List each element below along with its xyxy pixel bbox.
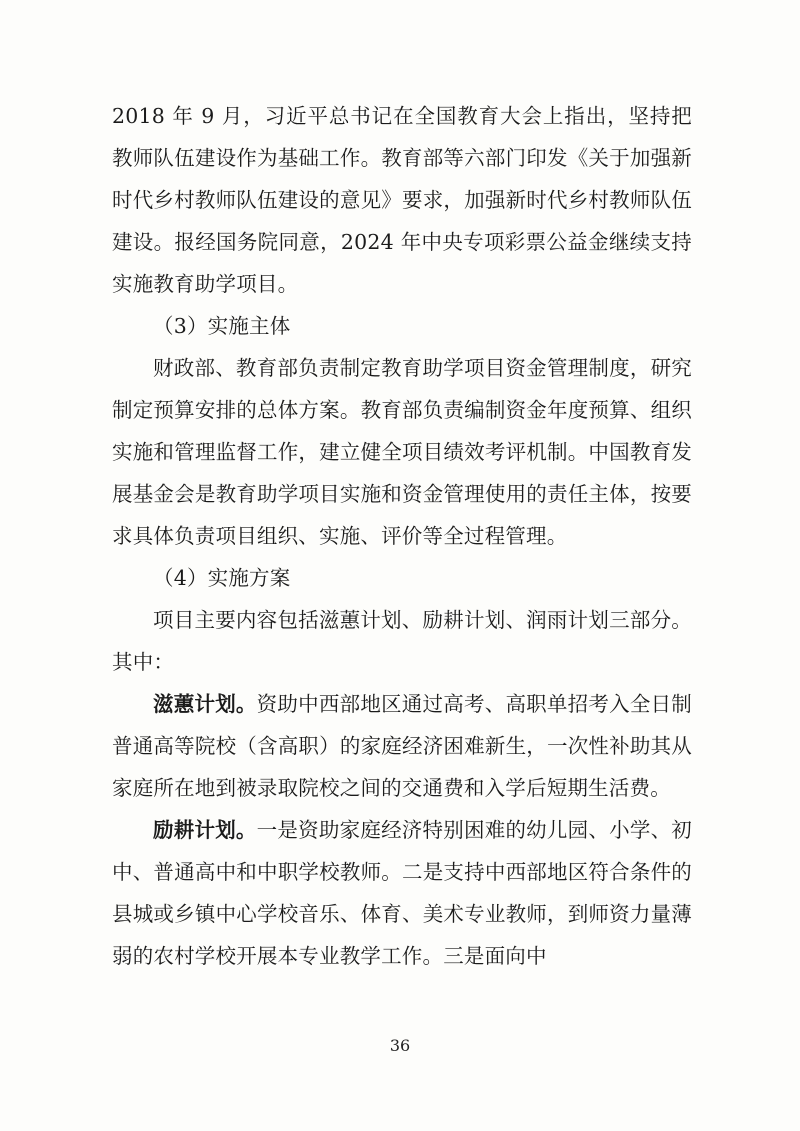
paragraph: 项目主要内容包括滋蕙计划、励耕计划、润雨计划三部分。其中： (112, 608, 692, 674)
paragraph-text: 一是资助家庭经济特别困难的幼儿园、小学、初中、普通高中和中职学校教师。二是支持中西部地区符合条件的县城或乡镇中心学校音乐、体育、美术专业教师，到师资力量薄弱的农村学校开展本专业教学工作。三是面向中 (112, 818, 693, 968)
paragraph: 财政部、教育部负责制定教育助学项目资金管理制度，研究制定预算安排的总体方案。教育部负责编制资金年度预算、组织实施和管理监督工作，建立健全项目绩效考评机制。中国教育发展基金会是教育助学项目实施和资金管理使用的责任主体，按要求具体负责项目组织、实施、评价等全过程管理。 (112, 356, 692, 548)
paragraph-lead-label: 励耕计划。 (153, 818, 257, 842)
paragraph-text: 资助中西部地区通过高考、高职单招考入全日制普通高等院校（含高职）的家庭经济困难新生，一次性补助其从家庭所在地到被录取院校之间的交通费和入学后短期生活费。 (112, 692, 693, 800)
paragraph-heading: （3）实施主体 (153, 314, 291, 338)
paragraph: 2018 年 9 月，习近平总书记在全国教育大会上指出，坚持把教师队伍建设作为基础工作。教育部等六部门印发《关于加强新时代乡村教师队伍建设的意见》要求，加强新时代乡村教师队伍建设。报经国务院同意，2024 年中央专项彩票公益金继续支持实施教育助学项目。 (112, 104, 692, 296)
paragraph-heading: （4）实施方案 (153, 566, 291, 590)
paragraph-lead-label: 滋蕙计划。 (153, 692, 257, 716)
page-body (112, 95, 692, 977)
paragraph-zihui-plan (112, 683, 692, 809)
paragraph-ligeng-plan (112, 809, 692, 977)
page-number: 36 (389, 1036, 411, 1055)
